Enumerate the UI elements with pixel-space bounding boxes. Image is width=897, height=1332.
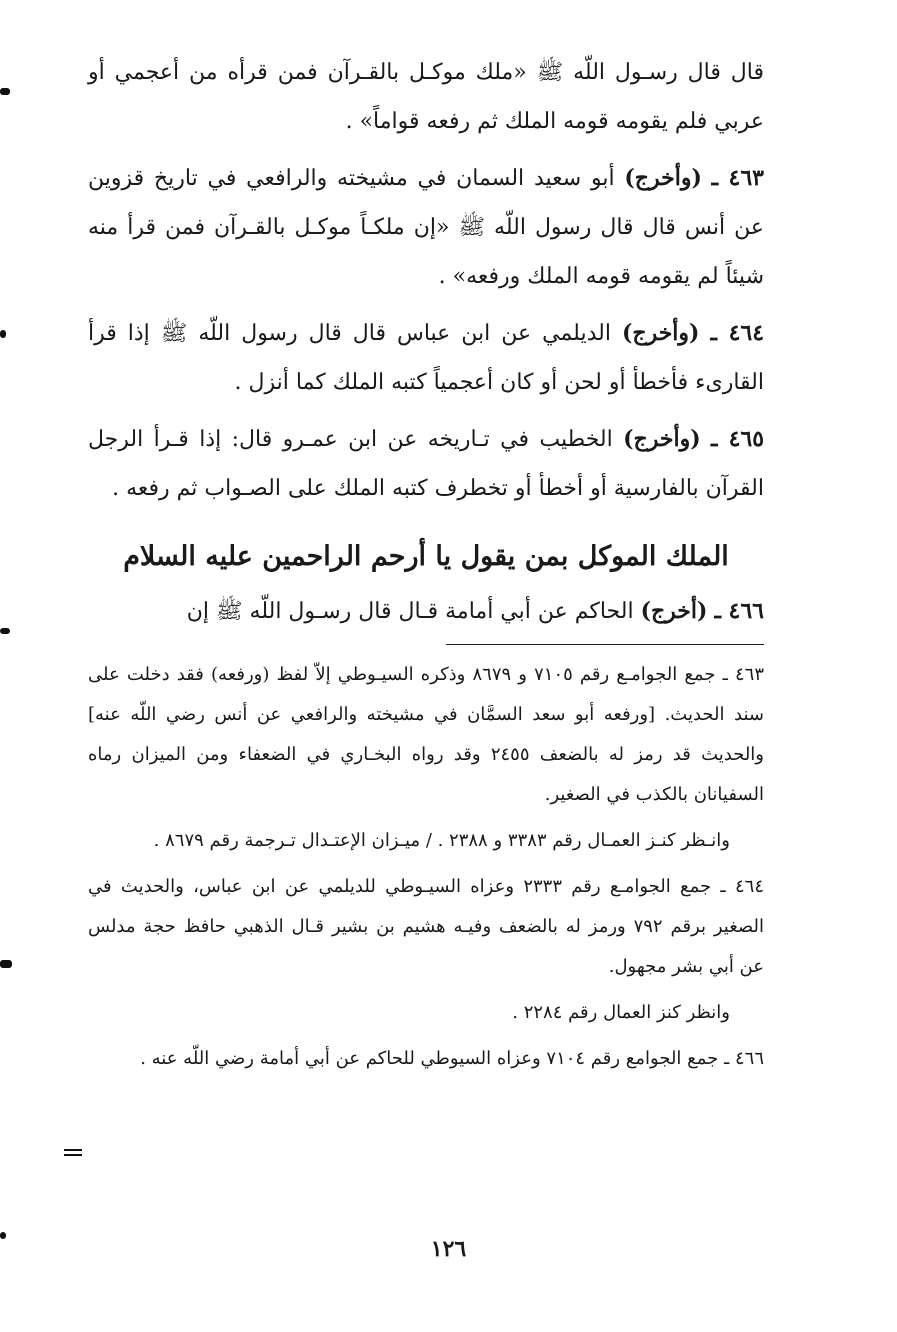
footnote: ٤٦٣ ـ جمع الجوامـع رقم ٧١٠٥ و ٨٦٧٩ وذكره السيـوطي إلاّ لفظ (ورفعه) فقد دخلت على سند الحديث. [ورفعه أبو سعد السمَّان في مشيخته والرافعي عن أنس رضي اللّه عنه] والحديث قد رمز له بالضعف ٢٤٥٥ وقد رواه البخـاري في الضعفاء ومن الميزان رماه السفيانان بالكذب في الصغير. xyxy=(88,664,765,805)
scan-mark xyxy=(0,330,6,338)
hadith-number: ٤٦٣ ـ xyxy=(711,165,764,191)
scan-mark xyxy=(64,1149,82,1151)
paragraph-text: قال قال رسـول اللّه ﷺ «ملك موكـل بالقـرآن فمن قرأه من أعجمي أو عربي فلم يقومه قومه الملك ثم رفعه قواماً» . xyxy=(88,60,764,134)
footnote-continuation: وانظر كنز العمال رقم ٢٢٨٤ . xyxy=(512,1002,730,1023)
hadith-keyword: (وأخرج) xyxy=(624,165,702,191)
hadith-paragraph xyxy=(88,309,764,407)
footnote: ٤٦٦ ـ جمع الجوامع رقم ٧١٠٤ وعزاه السيوطي للحاكم عن أبي أمامة رضي اللّه عنه . xyxy=(140,1048,764,1069)
paragraph-text: الحاكم عن أبي أمامة قـال قال رسـول اللّه ﷺ إن xyxy=(186,599,634,624)
footnotes xyxy=(88,655,764,1079)
book-page xyxy=(88,48,764,1085)
scan-mark xyxy=(64,1154,82,1156)
page-number: ١٢٦ xyxy=(430,1236,467,1262)
main-text xyxy=(88,48,764,636)
hadith-number: ٤٦٥ ـ xyxy=(711,426,765,452)
scan-mark xyxy=(0,1232,6,1239)
footnote: ٤٦٤ ـ جمع الجوامـع رقم ٢٣٣٣ وعزاه السيـوطي للديلمي عن ابن عباس، والحديث في الصغير برقم ٧٩٢ ورمز له بالضعف وفيـه هشيم بن بشير قـال الذهبي حافظ حجة مدلس عن أبي بشر مجهول. xyxy=(88,876,764,977)
hadith-paragraph xyxy=(88,587,764,636)
hadith-number: ٤٦٦ ـ xyxy=(714,598,764,624)
scan-mark xyxy=(0,88,10,95)
section-heading: الملك الموكل بمن يقول يا أرحم الراحمين عليه السلام xyxy=(123,541,729,572)
paragraph-text: الخطيب في تـاريخه عن ابن عمـرو قال: إذا قـرأ الرجل القرآن بالفارسية أو أخطأ أو تخطرف كتبه الملك على الصـواب ثم رفعه . xyxy=(88,427,764,501)
scan-mark xyxy=(0,628,10,634)
footnote-divider xyxy=(446,644,764,645)
hadith-paragraph xyxy=(88,154,764,301)
footnote-continuation: وانـظر كنـز العمـال رقم ٣٣٨٣ و ٢٣٨٨ . / ميـزان الإعتـدال تـرجمة رقم ٨٦٧٩ . xyxy=(153,830,730,851)
hadith-paragraph xyxy=(88,48,764,146)
paragraph-text: الديلمي عن ابن عباس قال قال رسول اللّه ﷺ إذا قرأ القارىء فأخطأ أو لحن أو كان أعجمياً كتبه الملك كما أنزل . xyxy=(88,321,764,395)
hadith-keyword: (وأخرج) xyxy=(623,426,701,452)
hadith-keyword: (وأخرج) xyxy=(621,320,700,346)
hadith-paragraph xyxy=(88,415,764,513)
paragraph-text: أبو سعيد السمان في مشيخته والرافعي في تاريخ قزوين عن أنس قال قال رسول اللّه ﷺ «إن ملكـاً موكـل بالقـرآن فمن قرأ منه شيئاً لم يقومه قومه الملك ورفعه» . xyxy=(88,166,764,289)
scan-mark xyxy=(0,960,12,968)
hadith-keyword: (أخرج) xyxy=(640,598,708,624)
hadith-number: ٤٦٤ ـ xyxy=(710,320,765,346)
